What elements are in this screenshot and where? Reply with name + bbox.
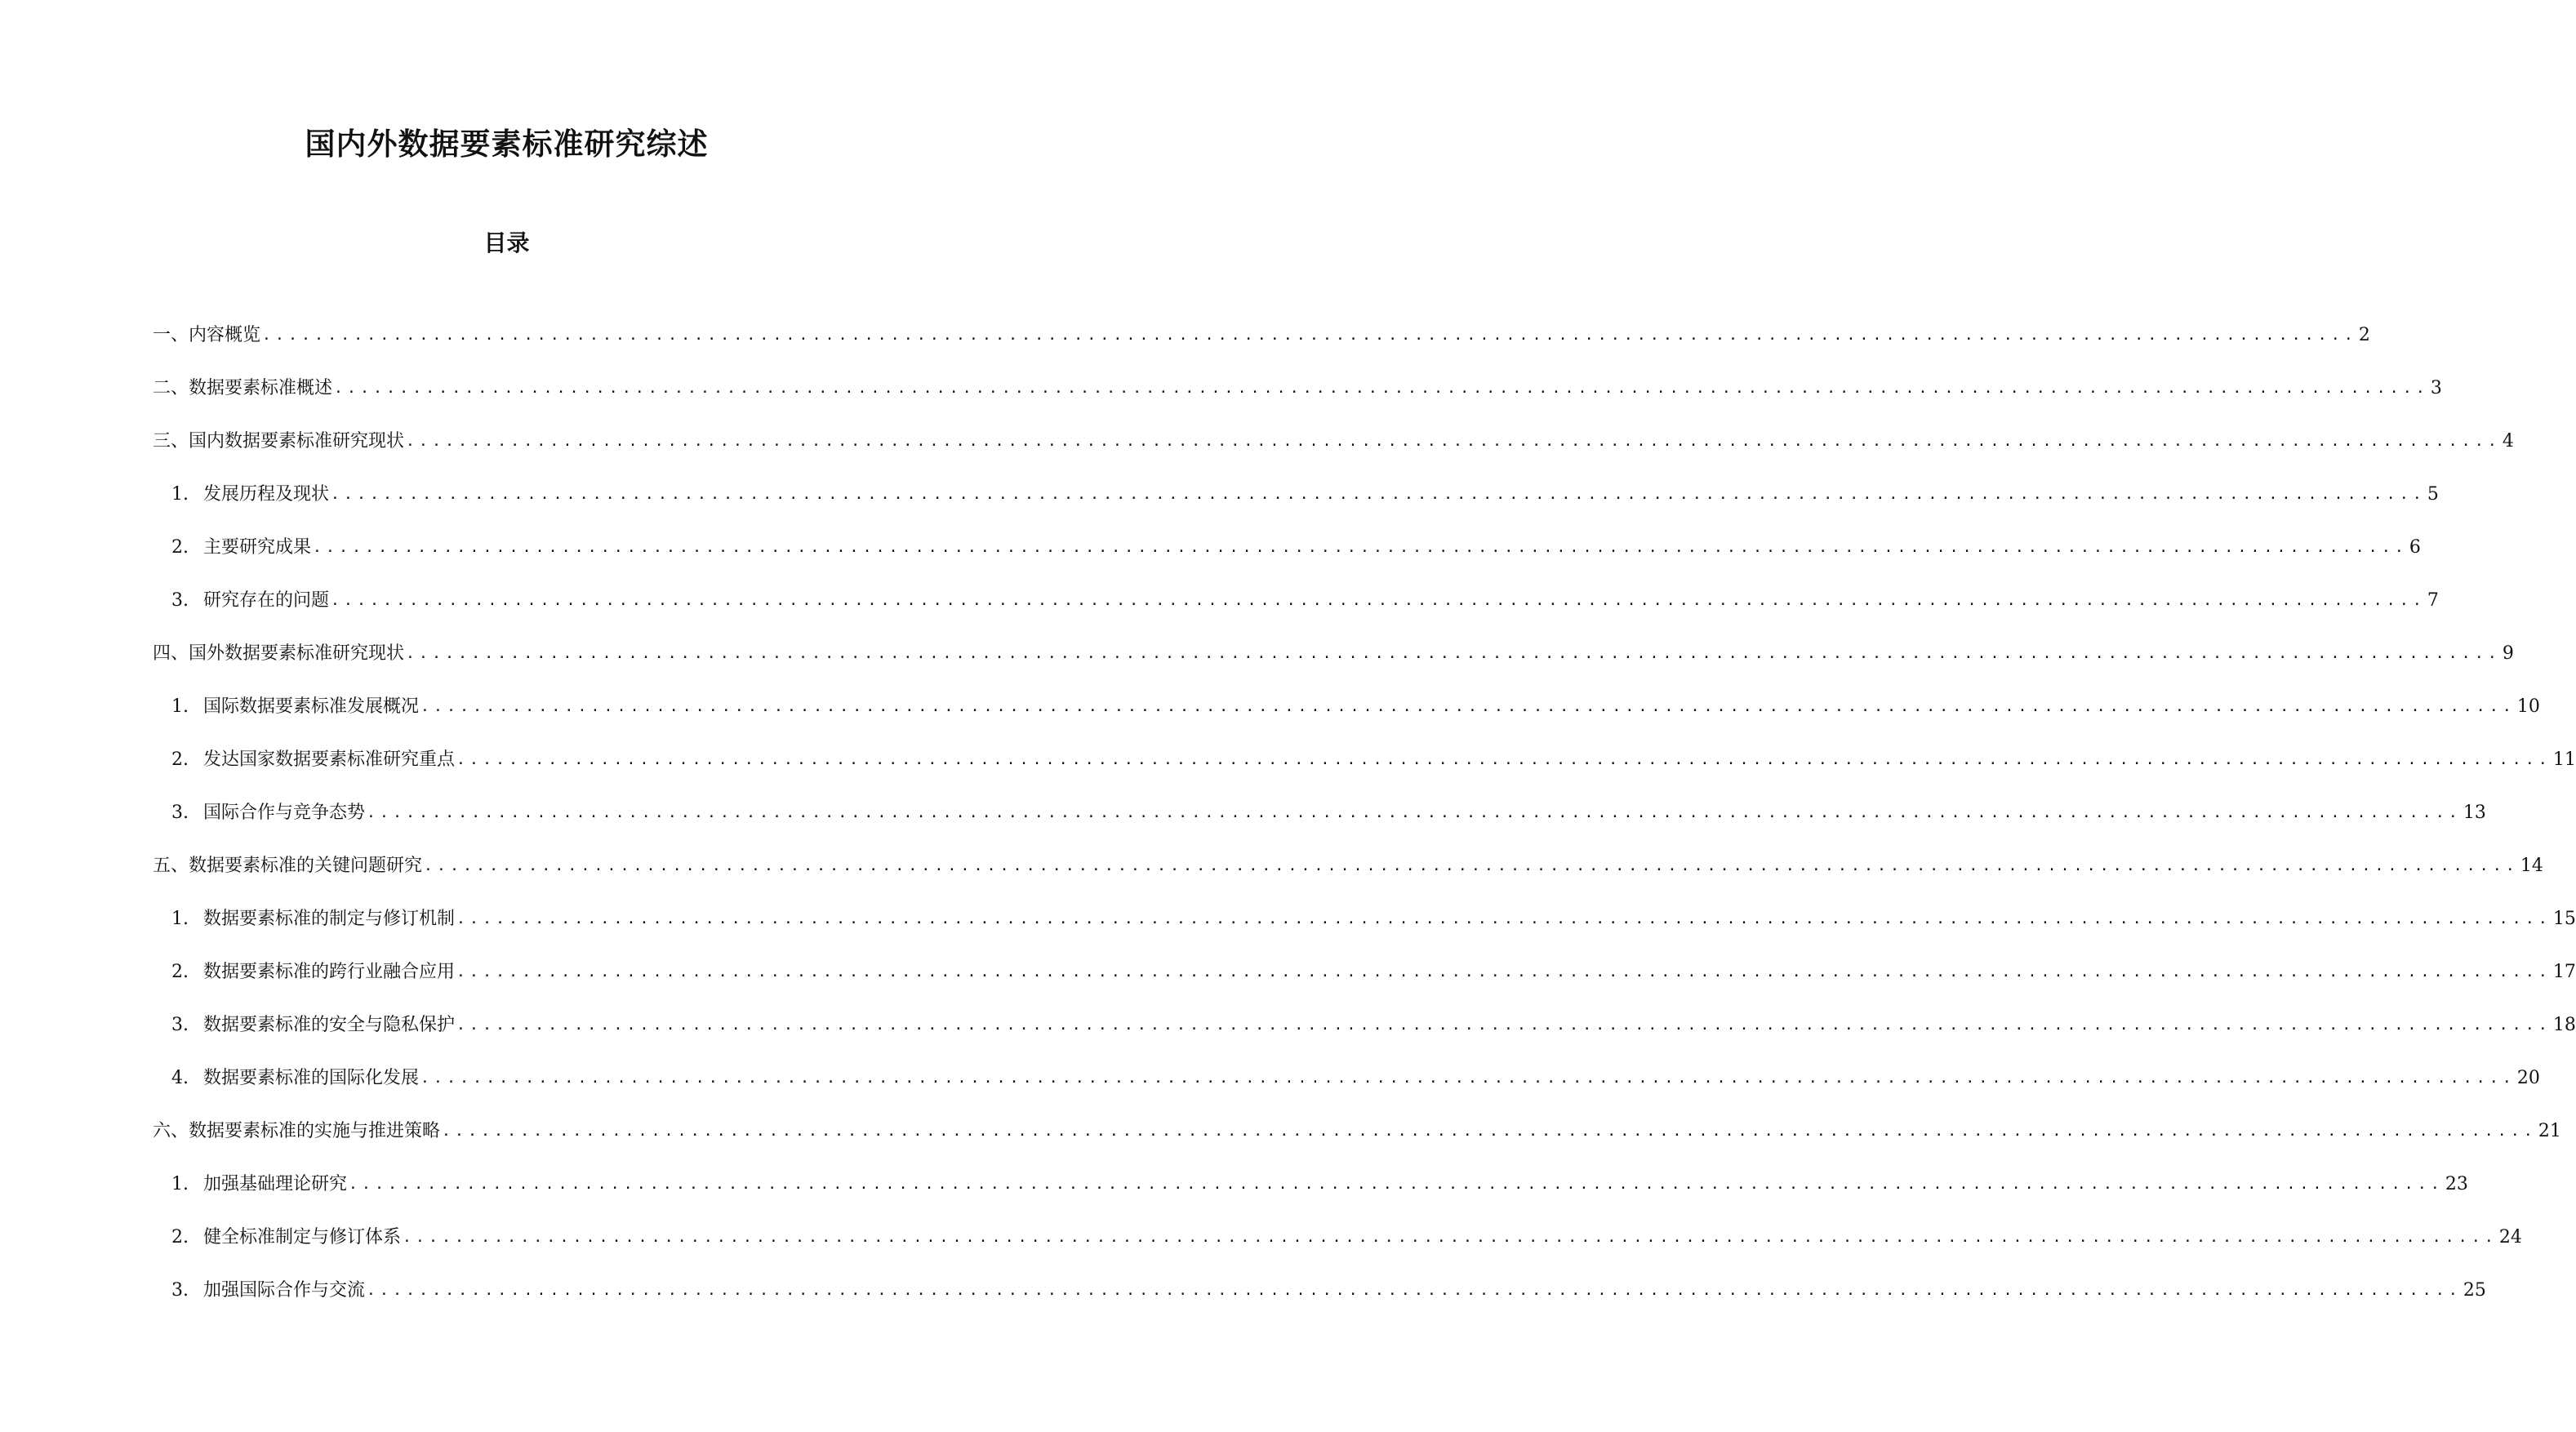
toc-page-number: 6 [2409, 536, 2421, 558]
toc-entry-label: 数据要素标准的跨行业融合应用 [203, 961, 456, 982]
toc-dot-leader: ................................................................................................................................................................ [331, 485, 2426, 503]
toc-entry-number: 3. [171, 802, 189, 823]
toc-entry-label: 二、数据要素标准概述 [153, 377, 333, 398]
toc-dot-leader: ................................................................................................................................................................ [456, 909, 2552, 927]
toc-subsection-entry[interactable] [162, 680, 2540, 733]
toc-entry-label: 发达国家数据要素标准研究重点 [203, 749, 456, 770]
toc-dot-leader: ................................................................................................................................................................ [456, 963, 2552, 981]
toc-page-number: 15 [2552, 908, 2576, 929]
toc-subsection-entry[interactable] [162, 521, 2421, 574]
toc-subsection-entry[interactable] [162, 892, 2576, 945]
toc-dot-leader: ................................................................................................................................................................ [420, 697, 2516, 715]
toc-page-number: 4 [2502, 430, 2514, 451]
toc-dot-leader: ................................................................................................................................................................ [424, 856, 2519, 874]
toc-page-number: 25 [2463, 1279, 2486, 1301]
toc-entry-label: 研究存在的问题 [203, 589, 330, 611]
toc-entry-label: 健全标准制定与修订体系 [203, 1226, 402, 1247]
toc-entry-label: 五、数据要素标准的关键问题研究 [153, 855, 423, 876]
toc-dot-leader: ................................................................................................................................................................ [406, 644, 2501, 662]
toc-page-number: 2 [2358, 324, 2370, 345]
toc-subsection-entry[interactable] [162, 1211, 2522, 1264]
toc-entry-label: 加强国际合作与交流 [203, 1279, 366, 1301]
toc-dot-leader: ................................................................................................................................................................ [331, 591, 2426, 609]
toc-page-number: 10 [2516, 696, 2540, 717]
toc-section-entry[interactable] [153, 1105, 2561, 1158]
toc-page-number: 21 [2538, 1120, 2561, 1141]
toc-entry-label: 数据要素标准的国际化发展 [203, 1067, 420, 1088]
toc-dot-leader: ................................................................................................................................................................ [349, 1175, 2444, 1193]
toc-entry-label: 六、数据要素标准的实施与推进策略 [153, 1120, 441, 1141]
toc-page-number: 17 [2552, 961, 2576, 982]
toc-entry-number: 1. [171, 483, 189, 505]
toc-entry-number: 3. [171, 1279, 189, 1301]
toc-page-number: 11 [2552, 749, 2576, 770]
toc-page-number: 3 [2430, 377, 2442, 398]
toc-dot-leader: ................................................................................................................................................................ [456, 750, 2552, 768]
toc-entry-label: 加强基础理论研究 [203, 1173, 348, 1194]
toc-subsection-entry[interactable] [162, 1052, 2540, 1105]
toc-entry-number: 1. [171, 908, 189, 929]
toc-dot-leader: ................................................................................................................................................................ [313, 538, 2408, 556]
toc-entry-label: 数据要素标准的制定与修订机制 [203, 908, 456, 929]
toc-subsection-entry[interactable] [162, 574, 2439, 627]
toc-entry-number: 1. [171, 696, 189, 717]
toc-dot-leader: ................................................................................................................................................................ [442, 1122, 2537, 1140]
toc-entry-number: 4. [171, 1067, 189, 1088]
toc-page-number: 23 [2445, 1173, 2468, 1194]
toc-dot-leader: ................................................................................................................................................................ [420, 1069, 2516, 1087]
toc-dot-leader: ................................................................................................................................................................ [367, 803, 2462, 821]
toc-dot-leader: ................................................................................................................................................................ [456, 1016, 2552, 1034]
toc-page-number: 24 [2498, 1226, 2522, 1247]
toc-entry-label: 主要研究成果 [203, 536, 312, 558]
toc-entry-number: 2. [171, 749, 189, 770]
toc-subsection-entry[interactable] [162, 468, 2439, 521]
toc-section-entry[interactable] [153, 839, 2543, 892]
toc-page-number: 5 [2427, 483, 2439, 505]
toc-subsection-entry[interactable] [162, 1158, 2468, 1211]
toc-section-entry[interactable] [153, 362, 2442, 415]
toc-subsection-entry[interactable] [162, 733, 2576, 786]
toc-page-number: 13 [2463, 802, 2486, 823]
toc-entry-label: 三、国内数据要素标准研究现状 [153, 430, 405, 451]
toc-dot-leader: ................................................................................................................................................................ [403, 1228, 2498, 1246]
toc-entry-label: 发展历程及现状 [203, 483, 330, 505]
toc-entry-label: 国际数据要素标准发展概况 [203, 696, 420, 717]
toc-dot-leader: ................................................................................................................................................................ [367, 1281, 2462, 1299]
toc-dot-leader: ................................................................................................................................................................ [334, 379, 2429, 397]
toc-page-number: 20 [2516, 1067, 2540, 1088]
toc-subsection-entry[interactable] [162, 786, 2486, 839]
toc-entry-number: 3. [171, 589, 189, 611]
toc-entry-number: 2. [171, 1226, 189, 1247]
toc-subsection-entry[interactable] [162, 998, 2576, 1052]
table-of-contents [0, 309, 2576, 1317]
toc-entry-label: 数据要素标准的安全与隐私保护 [203, 1014, 456, 1035]
toc-dot-leader: ................................................................................................................................................................ [262, 326, 2357, 344]
toc-section-entry[interactable] [153, 627, 2514, 680]
toc-entry-label: 四、国外数据要素标准研究现状 [153, 643, 405, 664]
toc-section-entry[interactable] [153, 415, 2514, 468]
toc-section-entry[interactable] [153, 309, 2370, 362]
toc-entry-number: 2. [171, 961, 189, 982]
toc-entry-number: 3. [171, 1014, 189, 1035]
toc-page-number: 14 [2520, 855, 2543, 876]
toc-subsection-entry[interactable] [162, 1264, 2486, 1317]
toc-entry-label: 国际合作与竞争态势 [203, 802, 366, 823]
toc-page-number: 18 [2552, 1014, 2576, 1035]
toc-entry-label: 一、内容概览 [153, 324, 261, 345]
toc-heading: 目录 [483, 229, 530, 256]
toc-page-number: 7 [2427, 589, 2439, 611]
toc-subsection-entry[interactable] [162, 945, 2576, 998]
toc-dot-leader: ................................................................................................................................................................ [406, 432, 2501, 450]
document-title: 国内外数据要素标准研究综述 [305, 126, 709, 162]
toc-entry-number: 2. [171, 536, 189, 558]
toc-page-number: 9 [2502, 643, 2514, 664]
toc-entry-number: 1. [171, 1173, 189, 1194]
